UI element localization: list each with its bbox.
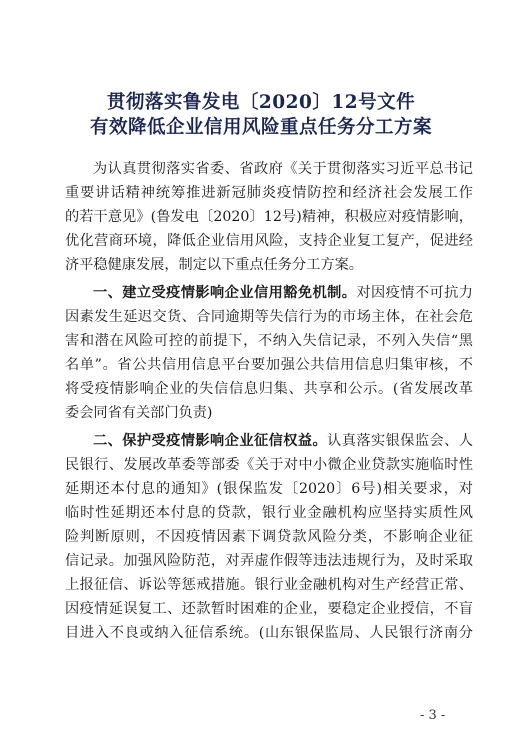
paragraph-line: 的若干意见》(鲁发电〔2020〕12号)精神，积极应对疫情影响， [65, 209, 473, 225]
section-heading-2: 二、保护受疫情影响企业征信权益。 [93, 433, 328, 449]
paragraph-text: 对因疫情不可抗力 [356, 285, 473, 301]
paragraph-line: 险判断原则，不因疫情因素下调贷款风险分类，不影响企业征 [65, 529, 473, 545]
page-number: - 3 - [420, 708, 446, 723]
paragraph-line: 目进入不良或纳入征信系统。(山东银保监局、人民银行济南分 [65, 625, 473, 641]
paragraph-line: 民银行、发展改革委等部委《关于对中小微企业贷款实施临时性 [65, 457, 473, 473]
document-title-line-1: 贯彻落实鲁发电〔2020〕12号文件 [106, 92, 416, 113]
paragraph-line: 优化营商环境，降低企业信用风险，支持企业复工复产，促进经 [65, 233, 473, 249]
paragraph-first-line [93, 429, 473, 453]
paragraph-line: 名单”。省公共信用信息平台要加强公共信用信息归集审核，不 [65, 357, 473, 373]
document-title-line-2: 有效降低企业信用风险重点任务分工方案 [89, 117, 432, 138]
paragraph-line: 害和潜在风险可控的前提下，不纳入失信记录，不列入失信“黑 [65, 333, 473, 349]
paragraph-line: 临时性延期还本付息的贷款，银行业金融机构应坚持实质性风 [65, 505, 473, 521]
paragraph-line: 上报征信、诉讼等惩戒措施。银行业金融机构对生产经营正常、 [65, 577, 473, 593]
section-heading-1: 一、建立受疫情影响企业信用豁免机制。 [93, 285, 357, 301]
paragraph-line: 延期还本付息的通知》(银保监发〔2020〕6号)相关要求，对 [65, 481, 473, 497]
paragraph-line: 为认真贯彻落实省委、省政府《关于贯彻落实习近平总书记 [93, 161, 473, 177]
paragraph-line: 委会同省有关部门负责) [65, 405, 213, 421]
paragraph-line: 因疫情延误复工、还款暂时困难的企业，要稳定企业授信，不盲 [65, 601, 473, 617]
paragraph-text: 认真落实银保监会、人 [327, 433, 473, 449]
paragraph-line: 将受疫情影响企业的失信信息归集、共享和公示。(省发展改革 [65, 381, 473, 397]
paragraph-line: 重要讲话精神统筹推进新冠肺炎疫情防控和经济社会发展工作 [65, 185, 473, 201]
paragraph-line: 因素发生延迟交货、合同逾期等失信行为的市场主体，在社会危 [65, 309, 473, 325]
paragraph-first-line [93, 281, 473, 305]
paragraph-line: 济平稳健康发展，制定以下重点任务分工方案。 [65, 257, 363, 273]
paragraph-line: 信记录。加强风险防范，对弄虚作假等违法违规行为，及时采取 [65, 553, 473, 569]
